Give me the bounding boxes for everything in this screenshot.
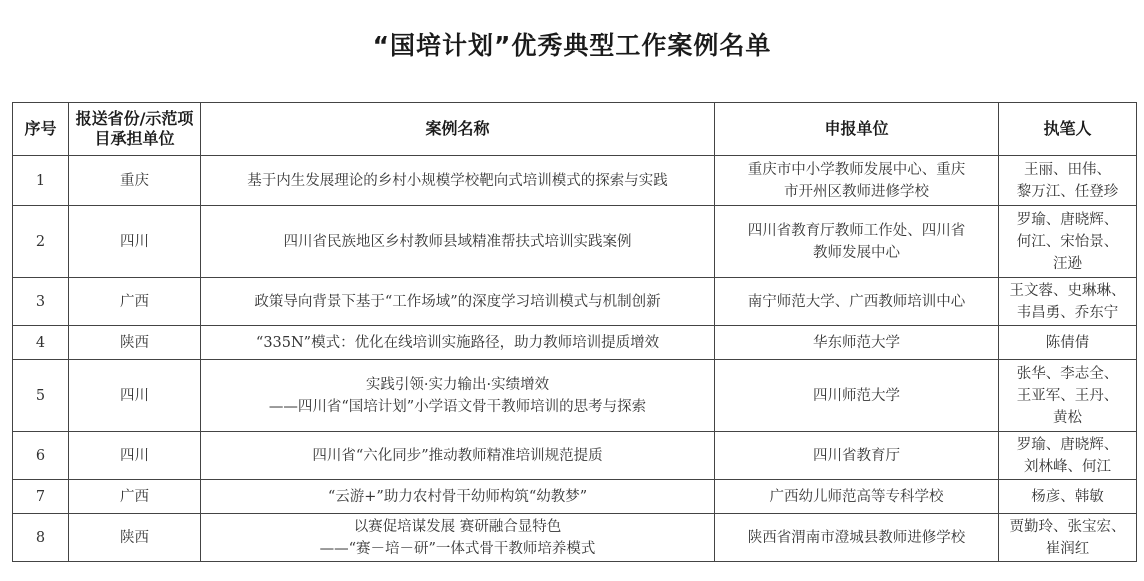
header-unit: 申报单位 [715, 103, 999, 156]
cell-line: 贾勤玲、张宝宏、 [1009, 518, 1126, 535]
cell-case-name [201, 156, 715, 206]
cell-line: 杨彦、韩敏 [1031, 488, 1104, 505]
cell-index: 1 [13, 156, 69, 206]
cell-line: 南宁师范大学、广西教师培训中心 [747, 293, 966, 310]
cell-case-name [201, 480, 715, 514]
cell-province: 广西 [69, 278, 201, 326]
table-row [13, 480, 1137, 514]
table-row [13, 432, 1137, 480]
cell-line: 黎万江、任登珍 [1016, 183, 1119, 200]
cell-line: 刘林峰、何江 [1024, 458, 1111, 475]
cell-index: 6 [13, 432, 69, 480]
header-index: 序号 [13, 103, 69, 156]
table-row [13, 156, 1137, 206]
cell-authors [999, 360, 1137, 432]
cell-case-name [201, 360, 715, 432]
cell-line: 罗瑜、唐晓辉、 [1016, 436, 1119, 453]
cell-line: 基于内生发展理论的乡村小规模学校靶向式培训模式的探索与实践 [247, 172, 668, 189]
cell-province: 四川 [69, 432, 201, 480]
cell-index: 2 [13, 206, 69, 278]
cell-unit [715, 326, 999, 360]
header-case-name: 案例名称 [201, 103, 715, 156]
cell-unit [715, 432, 999, 480]
cell-line: 四川省“六化同步”推动教师精准培训规范提质 [312, 447, 603, 464]
cell-line: 教师发展中心 [813, 244, 900, 261]
table-row [13, 360, 1137, 432]
cell-case-name [201, 326, 715, 360]
cell-line: 四川师范大学 [813, 387, 900, 404]
cell-case-name [201, 206, 715, 278]
table-row [13, 278, 1137, 326]
cell-unit [715, 156, 999, 206]
cell-line: 王亚军、王丹、 [1016, 387, 1119, 404]
cell-line: 韦昌勇、乔东宁 [1016, 304, 1119, 321]
cell-province: 陕西 [69, 514, 201, 562]
cell-unit [715, 360, 999, 432]
table-row [13, 326, 1137, 360]
cell-line: 罗瑜、唐晓辉、 [1016, 211, 1119, 228]
cell-unit [715, 278, 999, 326]
cell-line: 重庆市中小学教师发展中心、重庆 [747, 161, 966, 178]
cell-index: 7 [13, 480, 69, 514]
cell-case-name [201, 432, 715, 480]
cell-line: “云游+”助力农村骨干幼师构筑“幼教梦” [327, 488, 588, 505]
cell-line: 黄松 [1053, 409, 1082, 426]
cell-unit [715, 206, 999, 278]
header-province: 报送省份/示范项目承担单位 [69, 103, 201, 156]
cell-line: ——“赛－培－研”一体式骨干教师培养模式 [319, 540, 596, 557]
cell-line: 崔润红 [1045, 540, 1090, 557]
cell-line: 政策导向背景下基于“工作场域”的深度学习培训模式与机制创新 [254, 293, 661, 310]
table-row [13, 514, 1137, 562]
cell-case-name [201, 278, 715, 326]
page-title: “国培计划”优秀典型工作案例名单 [372, 31, 772, 60]
cell-line: ——四川省“国培计划”小学语文骨干教师培训的思考与探索 [268, 398, 647, 415]
cell-index: 5 [13, 360, 69, 432]
cell-line: 王文蓉、史琳琳、 [1009, 282, 1126, 299]
cell-province: 四川 [69, 206, 201, 278]
cell-line: “335N”模式：优化在线培训实施路径，助力教师培训提质增效 [255, 334, 660, 351]
cell-line: 王丽、田伟、 [1024, 161, 1111, 178]
cell-line: 华东师范大学 [813, 334, 900, 351]
cell-province: 广西 [69, 480, 201, 514]
cell-line: 四川省教育厅教师工作处、四川省 [747, 222, 966, 239]
cell-authors [999, 326, 1137, 360]
cell-authors [999, 514, 1137, 562]
cell-line: 四川省民族地区乡村教师县域精准帮扶式培训实践案例 [283, 233, 632, 250]
cell-authors [999, 278, 1137, 326]
cell-province: 四川 [69, 360, 201, 432]
table-header-row [13, 103, 1137, 156]
cell-authors [999, 480, 1137, 514]
cell-authors [999, 432, 1137, 480]
cell-line: 以赛促培谋发展 赛研融合显特色 [353, 518, 562, 535]
cell-unit [715, 514, 999, 562]
cell-line: 市开州区教师进修学校 [784, 183, 929, 200]
cell-province: 陕西 [69, 326, 201, 360]
cell-authors [999, 206, 1137, 278]
cell-unit [715, 480, 999, 514]
header-authors: 执笔人 [999, 103, 1137, 156]
cell-index: 3 [13, 278, 69, 326]
cell-line: 张华、李志全、 [1016, 365, 1119, 382]
cell-line: 实践引领·实力输出·实绩增效 [365, 376, 550, 393]
table-row [13, 206, 1137, 278]
cell-line: 广西幼儿师范高等专科学校 [769, 488, 944, 505]
cell-province: 重庆 [69, 156, 201, 206]
cell-line: 汪逊 [1053, 255, 1082, 272]
case-list-table [12, 102, 1137, 562]
cell-index: 4 [13, 326, 69, 360]
cell-line: 陈倩倩 [1045, 334, 1090, 351]
cell-case-name [201, 514, 715, 562]
cell-line: 何江、宋怡景、 [1016, 233, 1119, 250]
cell-authors [999, 156, 1137, 206]
cell-line: 陕西省渭南市澄城县教师进修学校 [747, 529, 966, 546]
cell-index: 8 [13, 514, 69, 562]
cell-line: 四川省教育厅 [813, 447, 900, 464]
